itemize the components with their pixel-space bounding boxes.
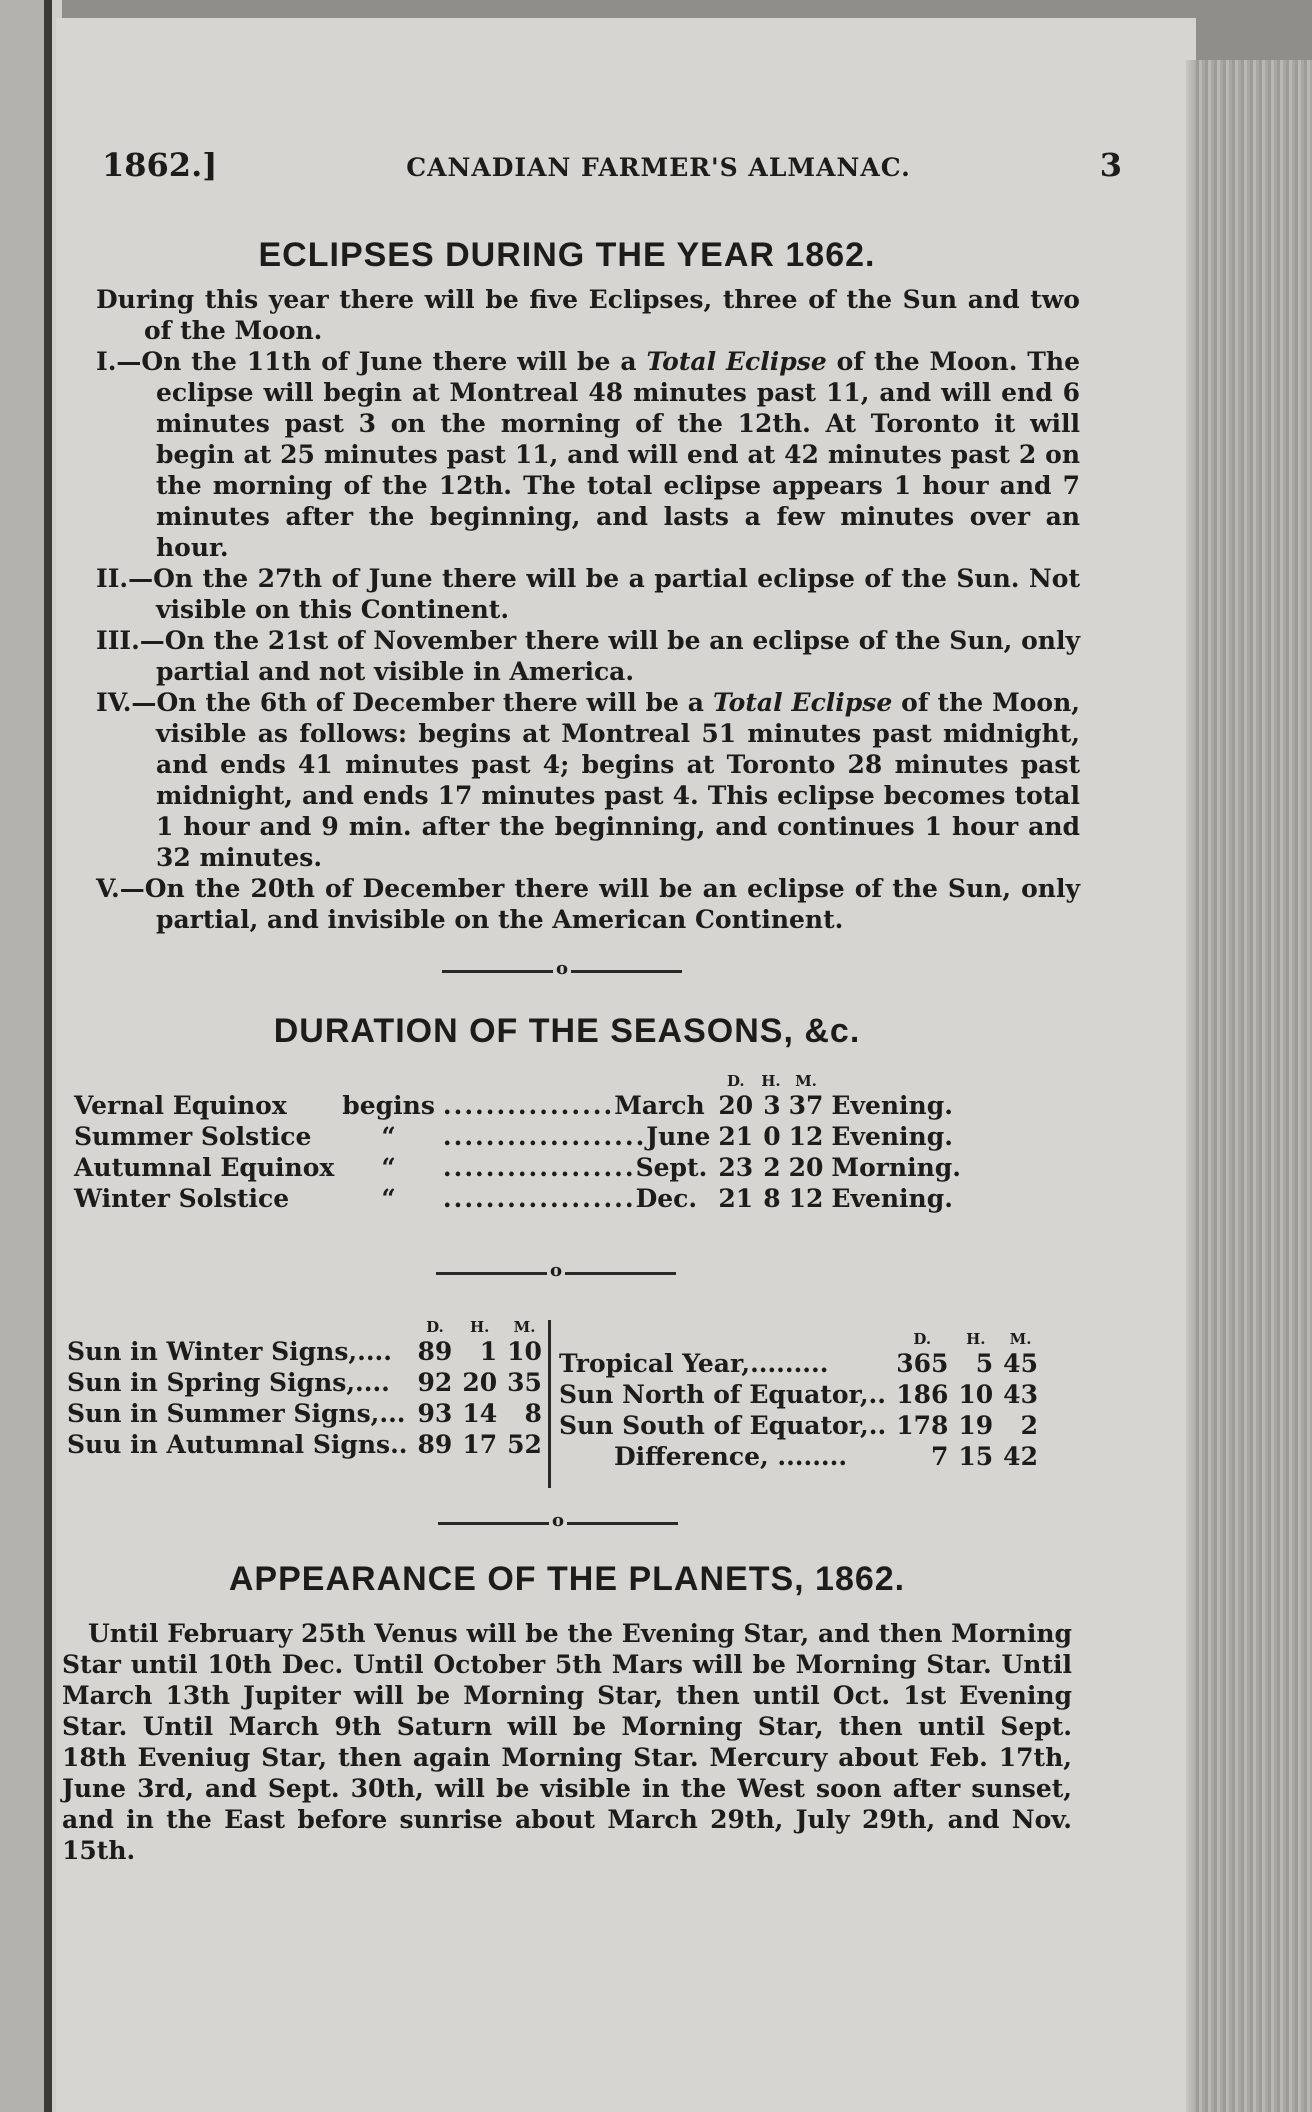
table-row: Sun in Winter Signs,.... 89 1 10	[67, 1337, 542, 1366]
eclipses-heading: ECLIPSES DURING THE YEAR 1862.	[258, 236, 876, 274]
seasons-heading: DURATION OF THE SEASONS, &c.	[273, 1012, 861, 1050]
eclipse-item-4: IV.—On the 6th of December there will be a Total Eclipse of the Moon, visible as follows: begins at Montreal 51 minutes past midnight, and ends 41 minutes past 4; begins at Toronto 28 minutes past midnight, and ends 17 minutes past 4. This eclipse becomes total 1 hour and 9 min. after the beginning, and continues 1 hour and 32 minutes.	[96, 688, 1080, 872]
ornament-rule: o	[438, 1514, 678, 1532]
season-row: Winter Solstice “ ..................Dec. 21 8 12 Evening.	[74, 1184, 953, 1213]
eclipse-item-1: I.—On the 11th of June there will be a Total Eclipse of the Moon. The eclipse will begin at Montreal 48 minutes past 11, and will end 6 minutes past 3 on the morning of the 12th. At Toronto it will begin at 25 minutes past 11, and will end at 42 minutes past 2 on the morning of the 12th. The total eclipse appears 1 hour and 7 minutes after the beginning, and lasts a few minutes over an hour.	[96, 347, 1080, 562]
table-row: Sun North of Equator,.. 186 10 43	[559, 1380, 1038, 1409]
table-row: Suu in Autumnal Signs.. 89 17 52	[67, 1430, 542, 1459]
running-title: CANADIAN FARMER'S ALMANAC.	[406, 153, 911, 182]
season-row: Summer Solstice “ ...................June 21 0 12 Evening.	[74, 1122, 953, 1151]
sun-signs-table: D. H. M. Sun in Winter Signs,.... 89 1 10 Sun in Spring Signs,.... 92 20 35 Sun in Summer Signs,... 93 14 8 Suu in Autumnal Signs.. 89 17 52	[62, 1318, 547, 1460]
page-stack-edge	[1196, 60, 1312, 2112]
page-content	[62, 0, 1122, 2112]
eclipse-item-2: II.—On the 27th of June there will be a partial eclipse of the Sun. Not visible on this Continent.	[96, 564, 1080, 624]
planets-heading: APPEARANCE OF THE PLANETS, 1862.	[228, 1560, 906, 1598]
ornament-rule: o	[442, 962, 682, 980]
book-gutter	[0, 0, 62, 2112]
eclipse-item-5: V.—On the 20th of December there will be an eclipse of the Sun, only partial, and invisible on the American Continent.	[96, 874, 1080, 934]
ornament-rule: o	[436, 1264, 676, 1282]
eclipses-intro: During this year there will be five Eclipses, three of the Sun and two of the Moon.	[96, 285, 1080, 345]
seasons-table: D. H. M. Vernal Equinox begins ................March 20 3 37 Evening. Summer Solstice “ ...................June 21 0 12 Evening. Autumnal Equinox “ ..................Sept. 23 2 20 Morning. Winter Solstice “ ..................Dec. 21 8 12 Evening.	[70, 1072, 965, 1214]
table-row: Sun in Spring Signs,.... 92 20 35	[67, 1368, 542, 1397]
header-year: 1862.]	[102, 146, 218, 184]
table-row: Tropical Year,......... 365 5 45	[559, 1349, 1038, 1378]
column-divider	[548, 1320, 551, 1488]
table-row: Difference, ........ 7 15 42	[614, 1442, 1038, 1471]
planets-text: Until February 25th Venus will be the Evening Star, and then Morning Star until 10th Dec. Until October 5th Mars will be Morning Star. Until March 13th Jupiter will be Morning Star, then until Oct. 1st Evening Star. Until March 9th Saturn will be Morning Star, then until Sept. 18th Eveniug Star, then again Morning Star. Mercury about Feb. 17th, June 3rd, and Sept. 30th, will be visible in the West soon after sunset, and in the East before sunrise about March 29th, July 29th, and Nov. 15th.	[62, 1619, 1072, 1865]
season-row: Autumnal Equinox “ ..................Sept. 23 2 20 Morning.	[74, 1153, 961, 1182]
year-summary-table: D. H. M. Tropical Year,......... 365 5 45 Sun North of Equator,.. 186 10 43 Sun South of Equator,.. 178 19 2 Difference, ........ 7 15 42	[554, 1330, 1043, 1472]
eclipse-item-3: III.—On the 21st of November there will be an eclipse of the Sun, only partial and not visible in America.	[96, 626, 1080, 686]
table-row: Sun in Summer Signs,... 93 14 8	[67, 1399, 542, 1428]
season-row: Vernal Equinox begins ................March 20 3 37 Evening.	[74, 1091, 953, 1120]
eclipses-text	[96, 284, 1080, 935]
table-row: Sun South of Equator,.. 178 19 2	[559, 1411, 1038, 1440]
running-header	[102, 146, 1122, 190]
page-number: 3	[1099, 146, 1122, 184]
